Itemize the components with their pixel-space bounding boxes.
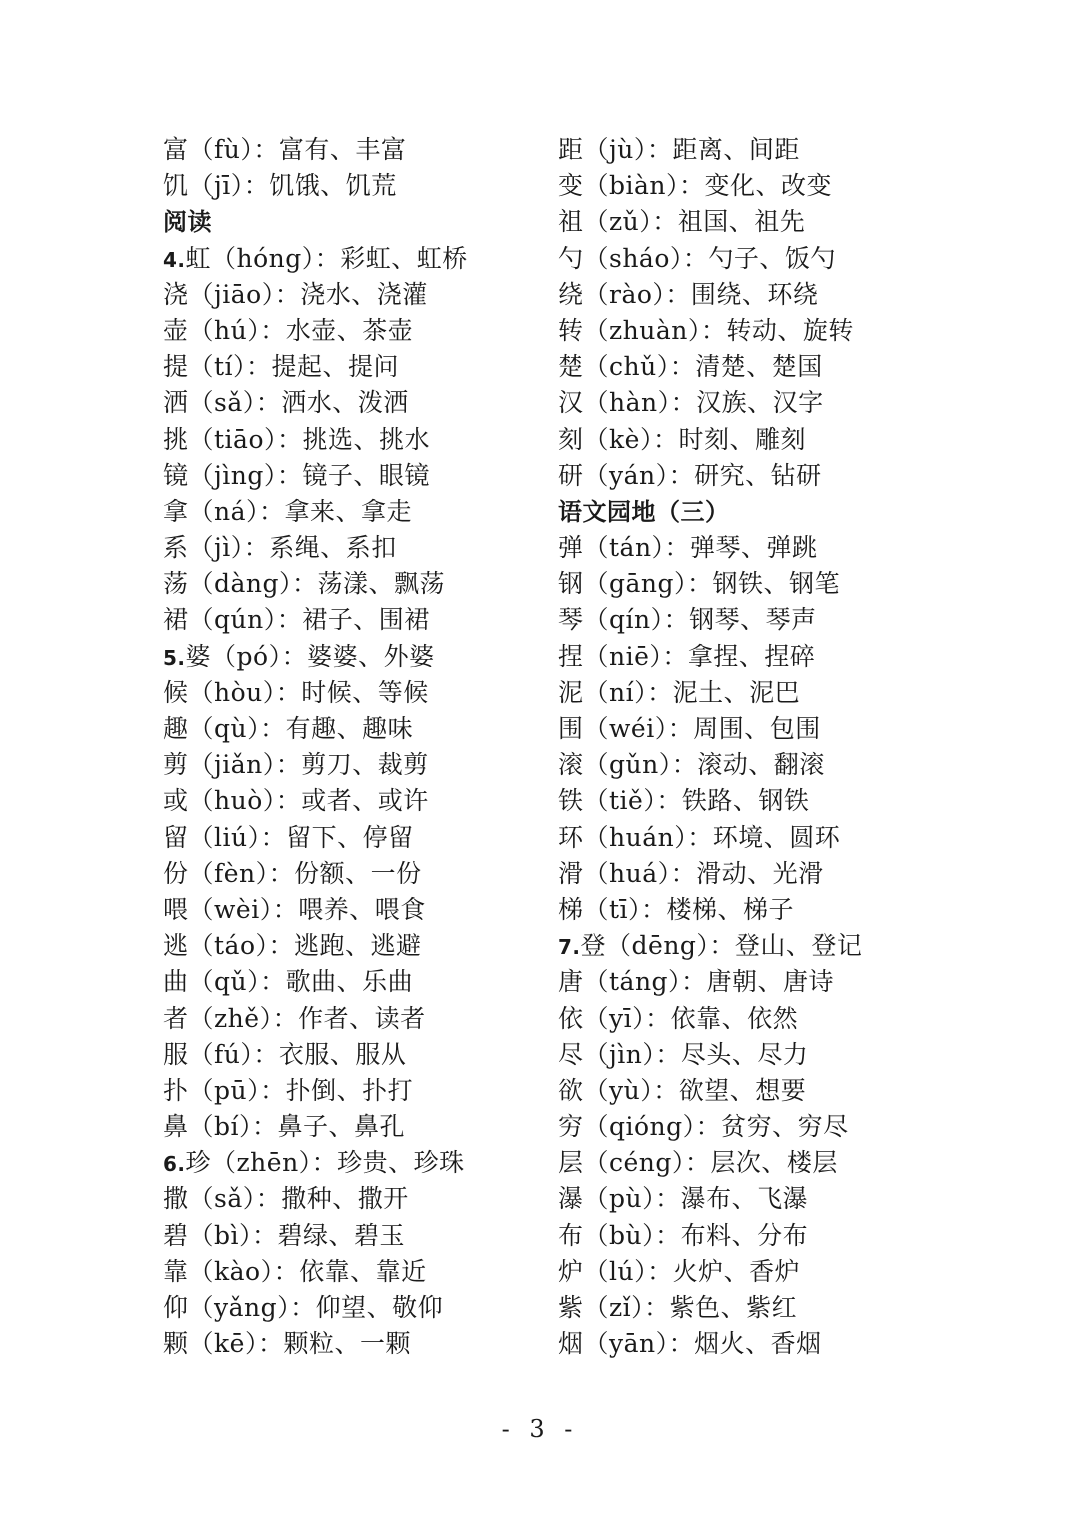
vocab-entry: [163, 820, 583, 856]
vocab-entry: [558, 458, 978, 494]
lesson-number: 7.: [558, 935, 581, 960]
vocab-entry: [558, 711, 978, 747]
vocab-entry: [558, 168, 978, 204]
vocab-entry-text: 围（wéi）：周围、包围: [558, 714, 821, 743]
vocab-entry: [558, 856, 978, 892]
vocab-entry: [558, 1290, 978, 1326]
vocab-entry: [163, 530, 583, 566]
vocab-entry-text: 炉（lú）：火炉、香炉: [558, 1256, 801, 1286]
vocab-entry-text: 琴（qín）：钢琴、琴声: [558, 605, 817, 635]
vocab-entry: [163, 422, 583, 458]
vocab-entry: [558, 602, 978, 638]
vocab-entry: [163, 1181, 583, 1217]
vocab-entry: [558, 1073, 978, 1109]
vocab-entry: [558, 277, 978, 313]
vocab-entry: [558, 566, 978, 602]
vocab-entry: [558, 349, 978, 385]
vocab-entry: [558, 783, 978, 819]
vocab-entry: [558, 892, 978, 928]
vocab-entry: [163, 1145, 583, 1181]
vocab-entry-text: 布（bù）：布料、分布: [558, 1220, 809, 1250]
vocab-entry-text: 者（zhě）：作者、读者: [163, 1003, 426, 1033]
vocab-entry-text: 穷（qióng）：贫穷、穷尽: [558, 1112, 849, 1142]
vocab-entry-text: 泥（ní）：泥土、泥巴: [558, 677, 801, 707]
vocab-entry-text: 瀑（pù）：瀑布、飞瀑: [558, 1184, 809, 1214]
vocab-entry-text: 尽（jìn）：尽头、尽力: [558, 1039, 809, 1069]
vocab-entry-text: 环（huán）：环境、圆环: [558, 822, 841, 852]
section-heading: [558, 494, 978, 530]
vocab-entry: [163, 1254, 583, 1290]
vocab-entry: [163, 458, 583, 494]
vocab-entry: [163, 241, 583, 277]
vocab-entry: [163, 277, 583, 313]
vocab-entry-text: 鼻（bí）：鼻子、鼻孔: [163, 1112, 405, 1142]
vocab-entry-text: 梯（tī）：楼梯、梯子: [558, 894, 795, 924]
vocab-entry-text: 候（hòu）：时候、等候: [163, 677, 429, 707]
vocab-entry-text: 唐（táng）：唐朝、唐诗: [558, 967, 835, 997]
vocab-entry-text: 喂（wèi）：喂养、喂食: [163, 894, 426, 924]
vocab-entry-text: 依（yī）：依靠、依然: [558, 1003, 799, 1033]
vocab-entry-text: 转（zhuàn）：转动、旋转: [558, 315, 854, 345]
vocab-entry: [163, 494, 583, 530]
vocab-entry-text: 铁（tiě）：铁路、钢铁: [558, 786, 810, 816]
lesson-number: 5.: [163, 645, 186, 670]
vocab-entry-text: 刻（kè）：时刻、雕刻: [558, 424, 806, 454]
vocab-entry-text: 系（jì）：系绳、系扣: [163, 533, 397, 563]
vocab-entry: [163, 856, 583, 892]
vocab-entry-text: 挑（tiāo）：挑选、挑水: [163, 424, 430, 454]
vocab-entry: [558, 422, 978, 458]
vocab-entry: [558, 747, 978, 783]
vocab-entry-text: 剪（jiǎn）：剪刀、裁剪: [163, 750, 429, 780]
vocab-entry-text: 荡（dàng）：荡漾、飘荡: [163, 569, 446, 599]
vocab-entry-text: 镜（jìng）：镜子、眼镜: [163, 460, 430, 490]
vocab-entry-text: 婆（pó）：婆婆、外婆: [185, 641, 435, 671]
vocab-entry-text: 汉（hàn）：汉族、汉字: [558, 388, 824, 418]
vocab-entry: [163, 1326, 583, 1362]
vocab-entry-text: 或（huò）：或者、或许: [163, 786, 429, 816]
vocab-entry: [163, 1001, 583, 1037]
vocab-entry-text: 撒（sǎ）：撒种、撒开: [163, 1184, 409, 1214]
vocab-entry-text: 提（tí）：提起、提问: [163, 352, 400, 382]
vocab-entry: [558, 1326, 978, 1362]
vocab-entry: [163, 1109, 583, 1145]
vocab-entry: [558, 928, 978, 964]
vocab-entry-text: 滚（gǔn）：滚动、翻滚: [558, 750, 825, 780]
vocab-entry-text: 份（fèn）：份额、一份: [163, 858, 422, 888]
section-heading: [163, 204, 583, 240]
vocab-entry-text: 弹（tán）：弹琴、弹跳: [558, 533, 818, 563]
vocab-entry-text: 仰（yǎng）：仰望、敬仰: [163, 1293, 444, 1322]
vocab-entry: [163, 313, 583, 349]
vocab-entry: [163, 1037, 583, 1073]
vocab-entry: [163, 385, 583, 421]
vocab-entry-text: 颗（kē）：颗粒、一颗: [163, 1329, 411, 1359]
vocab-entry-text: 烟（yān）：烟火、香烟: [558, 1329, 822, 1359]
right-column: [558, 132, 978, 1362]
vocab-entry: [558, 204, 978, 240]
vocab-entry: [558, 241, 978, 277]
vocab-entry-text: 浇（jiāo）：浇水、浇灌: [163, 279, 428, 309]
vocab-entry: [163, 675, 583, 711]
vocab-entry: [558, 530, 978, 566]
vocab-entry-text: 变（biàn）：变化、改变: [558, 171, 833, 201]
vocab-entry-text: 欲（yù）：欲望、想要: [558, 1075, 807, 1105]
vocab-entry-text: 滑（huá）：滑动、光滑: [558, 858, 824, 888]
vocab-entry-text: 楚（chǔ）：清楚、楚国: [558, 352, 823, 382]
vocab-entry-text: 富（fù）：富有、丰富: [163, 135, 407, 164]
vocab-entry: [558, 1109, 978, 1145]
vocab-entry-text: 裙（qún）：裙子、围裙: [163, 605, 430, 635]
vocab-entry: [558, 1145, 978, 1181]
lesson-number: 4.: [163, 247, 186, 272]
vocab-entry: [163, 928, 583, 964]
vocab-entry-text: 拿（ná）：拿来、拿走: [163, 496, 413, 526]
vocab-entry: [558, 1181, 978, 1217]
vocab-entry-text: 祖（zǔ）：祖国、祖先: [558, 207, 806, 237]
vocab-entry-text: 珍（zhēn）：珍贵、珍珠: [185, 1148, 465, 1178]
vocab-entry-text: 紫（zǐ）：紫色、紫红: [558, 1293, 798, 1322]
vocab-entry: [163, 783, 583, 819]
vocab-entry-text: 钢（gāng）：钢铁、钢笔: [558, 569, 841, 599]
vocab-entry: [163, 639, 583, 675]
vocab-entry: [163, 168, 583, 204]
vocab-entry-text: 曲（qǔ）：歌曲、乐曲: [163, 967, 414, 997]
vocab-entry: [163, 1218, 583, 1254]
vocab-entry: [558, 964, 978, 1000]
vocab-entry: [163, 566, 583, 602]
vocab-entry: [558, 639, 978, 675]
section-heading-text: 语文园地（三）: [558, 497, 730, 526]
page-number: - 3 -: [501, 1415, 579, 1443]
vocab-entry: [163, 892, 583, 928]
vocab-entry-text: 洒（sǎ）：洒水、泼洒: [163, 388, 409, 418]
vocab-entry: [558, 1218, 978, 1254]
vocab-entry-text: 靠（kào）：依靠、靠近: [163, 1256, 427, 1286]
vocab-entry: [163, 349, 583, 385]
vocab-entry: [558, 1001, 978, 1037]
vocab-entry: [163, 747, 583, 783]
vocab-entry: [558, 675, 978, 711]
vocab-entry: [163, 1290, 583, 1326]
vocab-entry: [558, 820, 978, 856]
lesson-number: 6.: [163, 1152, 186, 1177]
vocab-entry: [163, 711, 583, 747]
section-heading-text: 阅读: [163, 208, 212, 237]
vocab-entry: [163, 132, 583, 168]
vocab-entry-text: 逃（táo）：逃跑、逃避: [163, 931, 422, 961]
vocab-entry-text: 层（céng）：层次、楼层: [558, 1148, 838, 1178]
vocab-entry: [163, 964, 583, 1000]
vocab-entry-text: 壶（hú）：水壶、茶壶: [163, 315, 414, 345]
vocab-entry-text: 扑（pū）：扑倒、扑打: [163, 1075, 414, 1105]
vocab-entry: [163, 602, 583, 638]
vocab-entry: [163, 1073, 583, 1109]
vocab-entry-text: 服（fú）：衣服、服从: [163, 1039, 407, 1069]
vocab-entry-text: 勺（sháo）：勺子、饭勺: [558, 243, 836, 273]
vocab-entry: [558, 1254, 978, 1290]
vocab-entry-text: 研（yán）：研究、钻研: [558, 460, 822, 490]
vocab-entry: [558, 132, 978, 168]
vocab-entry-text: 饥（jī）：饥饿、饥荒: [163, 171, 397, 201]
vocab-entry: [558, 385, 978, 421]
left-column: [163, 132, 583, 1362]
vocab-entry: [558, 313, 978, 349]
vocab-entry-text: 碧（bì）：碧绿、碧玉: [163, 1220, 405, 1250]
vocab-entry-text: 距（jù）：距离、间距: [558, 135, 800, 164]
vocab-entry-text: 留（liú）：留下、停留: [163, 822, 414, 852]
vocab-entry-text: 捏（niē）：拿捏、捏碎: [558, 641, 816, 671]
vocab-entry-text: 绕（rào）：围绕、环绕: [558, 279, 819, 309]
vocab-entry: [558, 1037, 978, 1073]
vocab-entry-text: 趣（qù）：有趣、趣味: [163, 714, 414, 743]
vocab-entry-text: 虹（hóng）：彩虹、虹桥: [185, 243, 468, 273]
vocab-entry-text: 登（dēng）：登山、登记: [580, 931, 863, 961]
